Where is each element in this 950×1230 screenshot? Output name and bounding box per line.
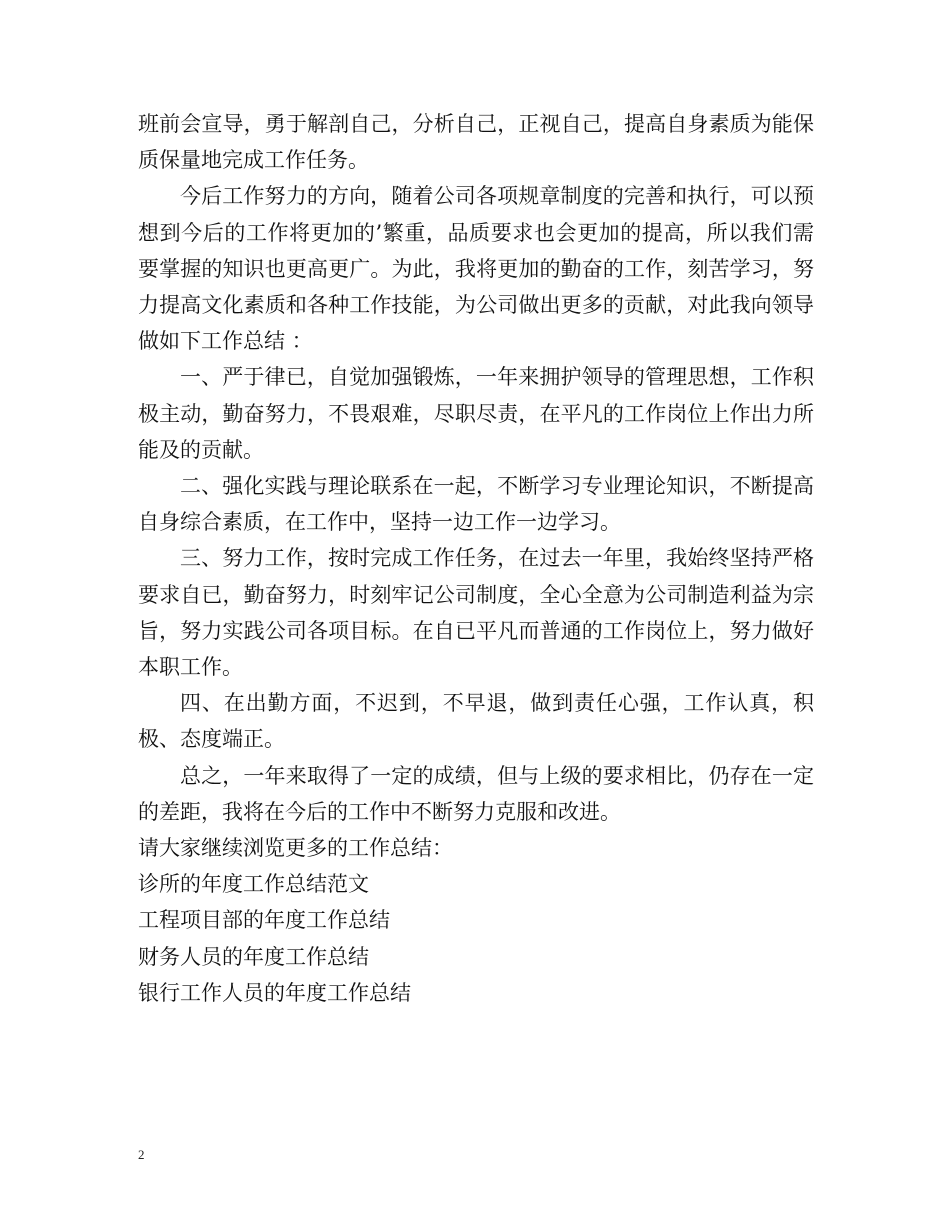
paragraph: 二、强化实践与理论联系在一起，不断学习专业理论知识，不断提高自身综合素质，在工作中，坚持一边工作一边学习。: [138, 474, 814, 535]
related-link-finance-staff-summary[interactable]: 财务人员的年度工作总结: [138, 944, 369, 969]
related-links-list: [138, 866, 814, 1011]
paragraph: 一、严于律已，自觉加强锻炼，一年来拥护领导的管理思想，工作积极主动，勤奋努力，不畏艰难，尽职尽责，在平凡的工作岗位上作出力所能及的贡献。: [138, 365, 814, 462]
related-link-bank-staff-summary[interactable]: 银行工作人员的年度工作总结: [138, 980, 411, 1005]
related-link-project-dept-summary[interactable]: 工程项目部的年度工作总结: [138, 908, 390, 933]
paragraph: 今后工作努力的方向，随着公司各项规章制度的完善和执行，可以预想到今后的工作将更加的’繁重，品质要求也会更加的提高，所以我们需要掌握的知识也更高更广。为此，我将更加的勤奋的工作，刻苦学习，努力提高文化素质和各种工作技能，为公司做出更多的贡献，对此我向领导做如下工作总结 ：: [138, 184, 814, 354]
page-number: 2: [138, 1147, 145, 1162]
more-summaries-prompt: 请大家继续浏览更多的工作总结：: [138, 836, 453, 861]
paragraph: 四、在出勤方面，不迟到，不早退，做到责任心强，工作认真，积极、态度端正。: [138, 691, 814, 752]
paragraph: 总之，一年来取得了一定的成绩，但与上级的要求相比，仍存在一定的差距，我将在今后的工作中不断努力克服和改进。: [138, 763, 814, 824]
paragraph: 班前会宣导，勇于解剖自己，分析自己，正视自己，提高自身素质为能保质保量地完成工作任务。: [138, 112, 814, 173]
paragraph-list: [138, 106, 814, 830]
related-link-clinic-summary[interactable]: 诊所的年度工作总结范文: [138, 872, 369, 897]
document-body: [138, 106, 814, 1011]
paragraph: 三、努力工作，按时完成工作任务，在过去一年里，我始终坚持严格要求自已，勤奋努力，时刻牢记公司制度，全心全意为公司制造利益为宗旨，努力实践公司各项目标。在自已平凡而普通的工作岗位上，努力做好本职工作。: [138, 546, 814, 680]
